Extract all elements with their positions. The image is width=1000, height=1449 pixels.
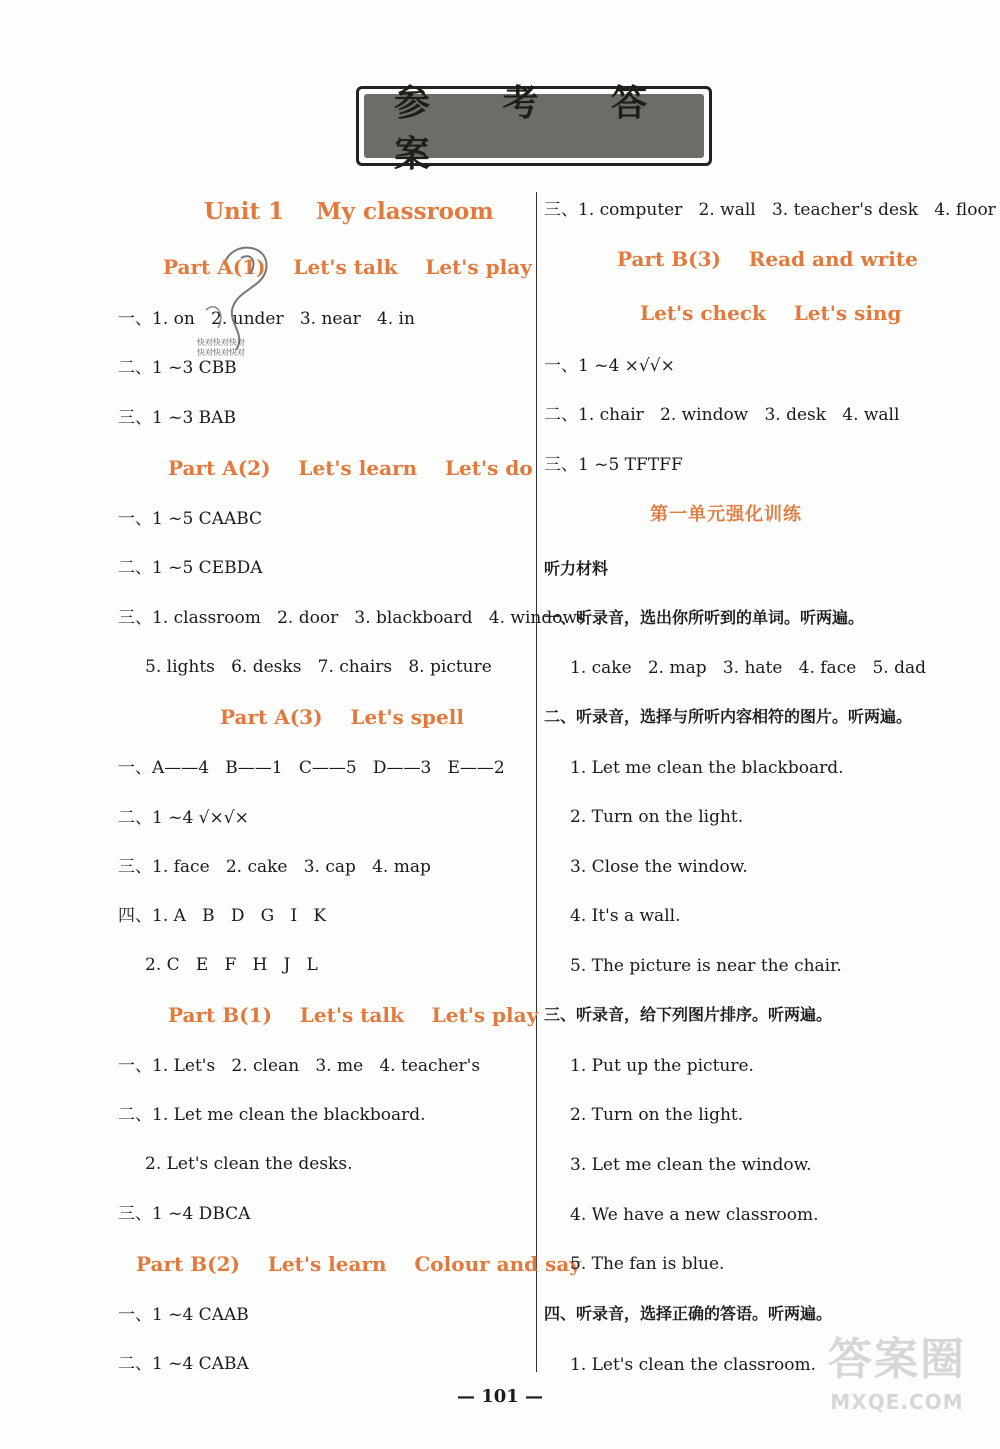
answer-line: 4. It's a wall. [570, 906, 681, 926]
answer-line: 一、1. on 2. under 3. near 4. in [118, 309, 415, 329]
answer-line: 三、1 ~3 BAB [118, 408, 236, 428]
section-heading-a3: Part A(3) Let's spell [220, 705, 464, 729]
answer-line: 三、1 ~5 TFTFF [544, 455, 683, 475]
column-divider [536, 192, 537, 1372]
answer-line: 三、1. face 2. cake 3. cap 4. map [118, 857, 431, 877]
unit-heading: Unit 1 My classroom [204, 198, 494, 225]
answer-line: 一、1 ~4 CAAB [118, 1305, 249, 1325]
answer-line: 三、1. classroom 2. door 3. blackboard 4. windows [118, 608, 586, 628]
answer-line: 一、A——4 B——1 C——5 D——3 E——2 [118, 758, 505, 778]
answer-line: 二、1. chair 2. window 3. desk 4. wall [544, 405, 900, 425]
answer-line: 3. Let me clean the window. [570, 1155, 812, 1175]
answer-line: 一、1. Let's 2. clean 3. me 4. teacher's [118, 1056, 481, 1076]
answer-line: 5. lights 6. desks 7. chairs 8. picture [118, 657, 492, 677]
answer-line: 二、1 ~4 CABA [118, 1354, 249, 1374]
listening-label: 听力材料 [544, 559, 609, 578]
stamp-text: 快对快对快对 快对快对快对 [197, 338, 245, 357]
answer-line: 三、1. computer 2. wall 3. teacher's desk 4. floor [544, 200, 996, 220]
answer-line: 2. Turn on the light. [570, 807, 744, 827]
answer-line: 1. cake 2. map 3. hate 4. face 5. dad [570, 658, 927, 678]
section-heading-b3: Part B(3) Read and write [617, 247, 918, 271]
section-heading-a2: Part A(2) Let's learn Let's do [168, 456, 533, 480]
question-heading: 二、听录音，选择与所听内容相符的图片。听两遍。 [544, 707, 913, 726]
section-heading-a1: Part A(1) Let's talk Let's play [163, 255, 532, 279]
answer-line: 三、1 ~4 DBCA [118, 1204, 251, 1224]
watermark-url: MXQE.COM [830, 1390, 964, 1414]
answer-line: 1. Let's clean the classroom. [570, 1355, 817, 1375]
section-subheading-b3: Let's check Let's sing [640, 301, 902, 325]
answer-line: 四、1. A B D G I K [118, 906, 327, 926]
page-number: — 101 — [456, 1386, 544, 1407]
answer-title-box [356, 83, 712, 175]
section-heading-b1: Part B(1) Let's talk Let's play [168, 1003, 539, 1027]
answer-line: 二、1 ~3 CBB [118, 358, 237, 378]
answer-line: 二、1 ~4 √×√× [118, 808, 249, 828]
answer-line: 2. Let's clean the desks. [118, 1154, 353, 1174]
answer-line: 1. Let me clean the blackboard. [570, 758, 844, 778]
answer-line: 3. Close the window. [570, 857, 748, 877]
page-title: 参 考 答 案 [394, 83, 678, 175]
answer-line: 二、1. Let me clean the blackboard. [118, 1105, 426, 1125]
answer-line: 二、1 ~5 CEBDA [118, 558, 263, 578]
watermark-logo [802, 1330, 992, 1440]
training-heading: 第一单元强化训练 [650, 504, 802, 525]
answer-line: 4. We have a new classroom. [570, 1205, 819, 1225]
answer-line: 1. Put up the picture. [570, 1056, 754, 1076]
answer-line: 2. Turn on the light. [570, 1105, 744, 1125]
section-heading-b2: Part B(2) Let's learn Colour and say [136, 1252, 581, 1276]
question-heading: 四、听录音，选择正确的答语。听两遍。 [544, 1304, 833, 1323]
question-heading: 三、听录音，给下列图片排序。听两遍。 [544, 1005, 833, 1024]
answer-line: 5. The picture is near the chair. [570, 956, 842, 976]
answer-line: 一、1 ~4 ×√√× [544, 356, 675, 376]
question-heading: 一、听录音，选出你所听到的单词。听两遍。 [544, 608, 865, 627]
answer-line: 2. C E F H J L [118, 955, 318, 975]
watermark-text: 答案圈 [828, 1334, 966, 1385]
answer-title-band [364, 83, 704, 175]
answer-line: 一、1 ~5 CAABC [118, 509, 263, 529]
answer-line: 5. The fan is blue. [570, 1254, 725, 1274]
